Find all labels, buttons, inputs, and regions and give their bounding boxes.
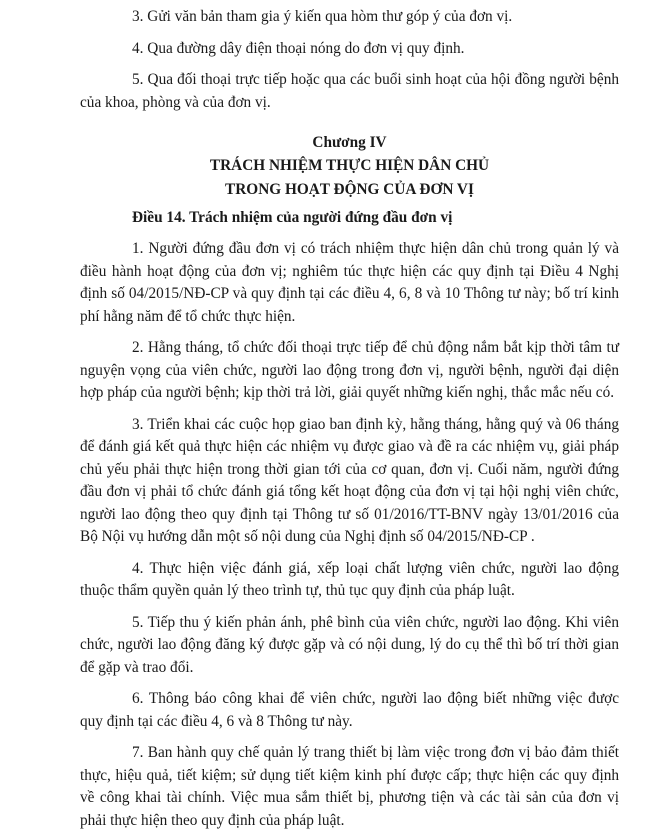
article-item: 6. Thông báo công khai để viên chức, người lao động biết những việc được quy định tại các điều 4, 6 và 8 Thông tư này.: [80, 690, 619, 730]
article-item: 4. Thực hiện việc đánh giá, xếp loại chất lượng viên chức, người lao động thuộc thẩm quyền quản lý theo trình tự, thủ tục quy định của pháp luật.: [80, 559, 619, 599]
chapter-header: [80, 132, 619, 202]
article-item: 1. Người đứng đầu đơn vị có trách nhiệm thực hiện dân chủ trong quản lý và điều hành hoạt động của đơn vị; nghiêm túc thực hiện các quy định tại Điều 4 Nghị định số 04/2015/NĐ-CP và quy định tại các điều 4, 6, 8 và 10 Thông tư này; bố trí kinh phí hằng năm để tổ chức thực hiện.: [80, 240, 619, 325]
list-item: 4. Qua đường dây điện thoại nóng do đơn vị quy định.: [132, 39, 465, 57]
chapter-label: Chương IV: [312, 134, 387, 151]
article-item: 3. Triển khai các cuộc họp giao ban định kỳ, hằng tháng, hằng quý và 06 tháng để đánh giá kết quả thực hiện các nhiệm vụ được giao và đề ra các nhiệm vụ, giải pháp chủ yếu phải thực hiện trong thời gian tới của cơ quan, đơn vị. Cuối năm, người đứng đầu đơn vị phải tổ chức đánh giá tổng kết hoạt động của đơn vị tại hội nghị viên chức, người lao động theo quy định tại Thông tư số 01/2016/TT-BNV ngày 13/01/2016 của Bộ Nội vụ hướng dẫn một số nội dung của Nghị định số 04/2015/NĐ-CP .: [80, 415, 619, 545]
list-item: 3. Gửi văn bản tham gia ý kiến qua hòm thư góp ý của đơn vị.: [132, 8, 513, 25]
list-item: 5. Qua đối thoại trực tiếp hoặc qua các buổi sinh hoạt của hội đồng người bệnh của khoa, phòng và của đơn vị.: [80, 71, 619, 111]
article-item: 5. Tiếp thu ý kiến phản ánh, phê bình của viên chức, người lao động. Khi viên chức, người lao động đăng ký được gặp và có nội dung, lý do cụ thể thì bố trí thời gian để gặp và trao đổi.: [80, 613, 619, 676]
article-heading: Điều 14. Trách nhiệm của người đứng đầu đơn vị: [132, 209, 453, 226]
chapter-title-line-2: TRONG HOẠT ĐỘNG CỦA ĐƠN VỊ: [225, 181, 474, 198]
article-item: 7. Ban hành quy chế quản lý trang thiết bị làm việc trong đơn vị bảo đảm thiết thực, hiệu quả, tiết kiệm; sử dụng tiết kiệm kinh phí được cấp; thực hiện các quy định về công khai tài chính. Việc mua sắm thiết bị, phương tiện và các tài sản của đơn vị phải thực hiện theo quy định của pháp luật.: [80, 744, 619, 829]
article-item: 2. Hằng tháng, tổ chức đối thoại trực tiếp để chủ động nắm bắt kịp thời tâm tư nguyện vọng của viên chức, người lao động trong đơn vị, người bệnh, người đại diện hợp pháp của người bệnh; kịp thời trả lời, giải quyết những kiến nghị, thắc mắc nếu có.: [80, 339, 619, 401]
chapter-title-line-1: TRÁCH NHIỆM THỰC HIỆN DÂN CHỦ: [209, 157, 490, 174]
